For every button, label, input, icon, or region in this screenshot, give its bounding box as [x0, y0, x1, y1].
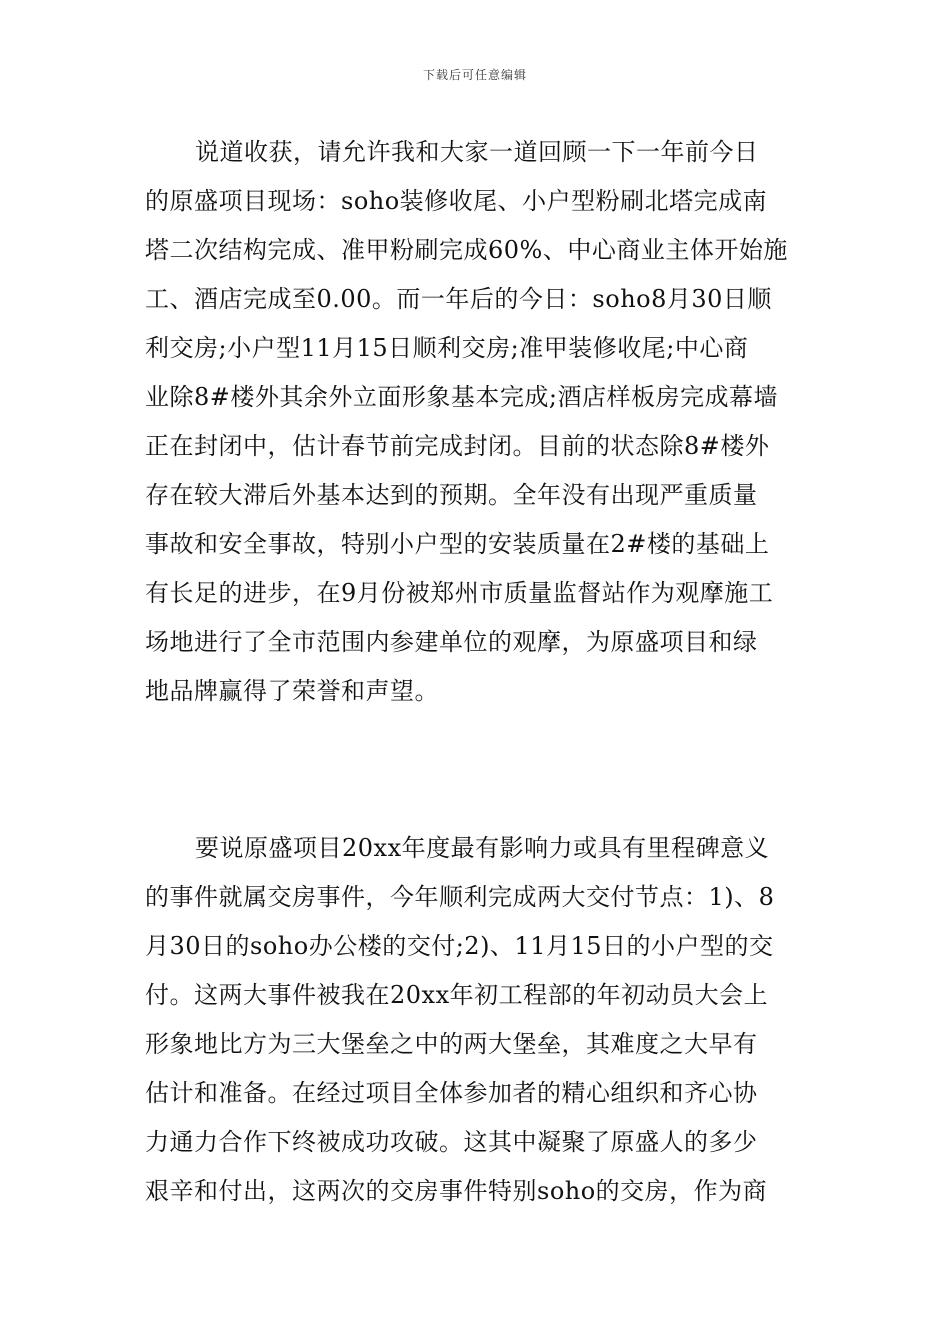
- paragraph-line: 有长足的进步，在9月份被郑州市质量监督站作为观摩施工: [145, 579, 774, 607]
- header-note: 下载后可任意编辑: [422, 68, 527, 82]
- paragraph-line: 场地进行了全市范围内参建单位的观摩，为原盛项目和绿: [145, 628, 758, 656]
- paragraph-line: 力通力合作下终被成功攻破。这其中凝聚了原盛人的多少: [145, 1128, 758, 1156]
- paragraph-handover-events: [145, 824, 810, 1216]
- paragraph-line: 估计和准备。在经过项目全体参加者的精心组织和齐心协: [145, 1079, 758, 1107]
- paragraph-line: 的原盛项目现场：soho装修收尾、小户型粉刷北塔完成南: [145, 187, 768, 215]
- paragraph-harvest-review: [145, 128, 810, 716]
- paragraph-line: 要说原盛项目20xx年度最有影响力或具有里程碑意义: [195, 834, 770, 862]
- paragraph-line: 工、酒店完成至0.00。而一年后的今日：soho8月30日顺: [145, 285, 772, 313]
- paragraph-line: 付。这两大事件被我在20xx年初工程部的年初动员大会上: [145, 981, 769, 1009]
- paragraph-line: 月30日的soho办公楼的交付;2)、11月15日的小户型的交: [145, 932, 774, 960]
- paragraph-line: 事故和安全事故，特别小户型的安装质量在2#楼的基础上: [145, 530, 770, 558]
- paragraph-line: 艰辛和付出，这两次的交房事件特别soho的交房，作为商: [145, 1177, 768, 1205]
- paragraph-line: 形象地比方为三大堡垒之中的两大堡垒，其难度之大早有: [145, 1030, 758, 1058]
- paragraph-line: 业除8#楼外其余外立面形象基本完成;酒店样板房完成幕墙: [145, 383, 778, 411]
- paragraph-line: 的事件就属交房事件，今年顺利完成两大交付节点：1)、8: [145, 883, 775, 911]
- paragraph-line: 存在较大滞后外基本达到的预期。全年没有出现严重质量: [145, 481, 758, 509]
- paragraph-line: 塔二次结构完成、准甲粉刷完成60%、中心商业主体开始施: [145, 236, 788, 264]
- paragraph-line: 正在封闭中，估计春节前完成封闭。目前的状态除8#楼外: [145, 432, 770, 460]
- paragraph-line: 利交房;小户型11月15日顺利交房;准甲装修收尾;中心商: [145, 334, 749, 362]
- paragraph-line: 说道收获，请允许我和大家一道回顾一下一年前今日: [195, 138, 759, 166]
- paragraph-line: 地品牌赢得了荣誉和声望。: [145, 677, 439, 705]
